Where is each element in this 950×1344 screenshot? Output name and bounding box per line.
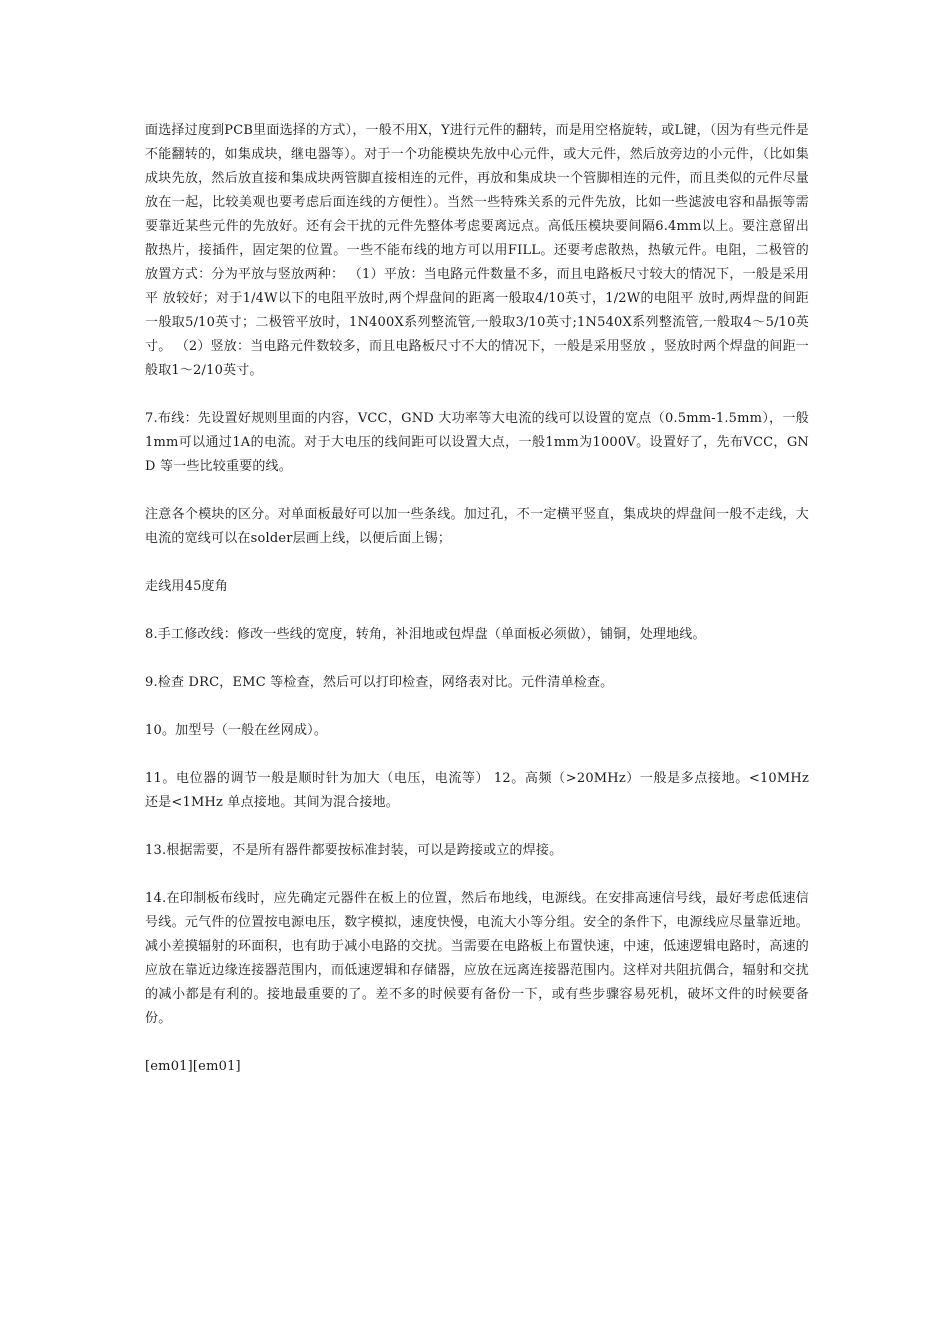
paragraph-45-degree: 走线用45度角 — [145, 579, 228, 594]
paragraph-add-model: 10。加型号（一般在丝网成）。 — [145, 723, 328, 738]
paragraph-packaging: 13.根据需要，不是所有器件都要按标准封装，可以是跨接或立的焊接。 — [145, 843, 563, 858]
paragraph-component-placement: 面选择过度到PCB里面选择的方式），一般不用X，Y进行元件的翻转，而是用空格旋转，或L键，（因为有些元件是不能翻转的，如集成块，继电器等）。对于一个功能模块先放中心元件，或大元件，然后放旁边的小元件，（比如集成块先放，然后放直接和集成块两管脚直接相连的元件，再放和集成块一个管脚相连的元件，而且类似的元件尽量放在一起，比较美观也要考虑后面连线的方便性）。当然一些特殊关系的元件先放，比如一些滤波电容和晶振等需要靠近某些元件的先放好。还有会干扰的元件先整体考虑要离远点。高低压模块要间隔6.4mm以上。要注意留出散热片，接插件，固定架的位置。一些不能布线的地方可以用FILL。还要考虑散热，热敏元件。电阻，二极管的放置方式：分为平放与竖放两种： （1）平放：当电路元件数量不多，而且电路板尺寸较大的情况下，一般是采用平 放较好；对于1/4W以下的电阻平放时,两个焊盘间的距离一般取4/10英寸，1/2W的电阻平 放时,两焊盘的间距一般取5/10英寸；二极管平放时，1N400X系列整流管,一般取3/10英寸;1N540X系列整流管,一般取4～5/10英寸。 （2）竖放：当电路元件数较多，而且电路板尺寸不大的情况下，一般是采用竖放 ，竖放时两个焊盘的间距一般取1～2/10英寸。 — [145, 123, 809, 378]
paragraph-layout-tips: 14.在印制板布线时，应先确定元器件在板上的位置，然后布地线，电源线。在安排高速信号线，最好考虑低速信号线。元气件的位置按电源电压，数字模拟，速度快慢，电流大小等分组。安全的条件下，电源线应尽量靠近地。减小差摸辐射的环面积，也有助于减小电路的交扰。当需要在电路板上布置快速，中速，低速逻辑电路时，高速的应放在靠近边缘连接器范围内，而低速逻辑和存储器，应放在远离连接器范围内。这样对共阻抗偶合，辐射和交扰的减小都是有利的。接地最重要的了。差不多的时候要有备份一下，或有些步骤容易死机，破坏文件的时候要备份。 — [145, 891, 809, 1026]
paragraph-routing: 7.布线：先设置好规则里面的内容，VCC，GND 大功率等大电流的线可以设置的宽点（0.5mm-1.5mm），一般1mm可以通过1A的电流。对于大电压的线间距可以设置大点，一般1mm为1000V。设置好了，先布VCC，GND 等一些比较重要的线。 — [145, 411, 809, 474]
paragraph-potentiometer-grounding: 11。电位器的调节一般是顺时针为加大（电压，电流等） 12。高频（>20MHz）一般是多点接地。<10MHz 还是<1MHz 单点接地。其间为混合接地。 — [145, 771, 809, 810]
paragraph-emoticons: [em01][em01] — [145, 1059, 241, 1074]
document-page — [145, 119, 809, 1103]
paragraph-drc-check: 9.检查 DRC，EMC 等检查，然后可以打印检查，网络表对比。元件清单检查。 — [145, 675, 614, 690]
paragraph-module-separation: 注意各个模块的区分。对单面板最好可以加一些条线。加过孔，不一定横平竖直，集成块的焊盘间一般不走线，大电流的宽线可以在solder层画上线，以便后面上锡； — [145, 507, 809, 546]
paragraph-manual-edit: 8.手工修改线：修改一些线的宽度，转角，补泪地或包焊盘（单面板必须做），铺铜，处理地线。 — [145, 627, 706, 642]
